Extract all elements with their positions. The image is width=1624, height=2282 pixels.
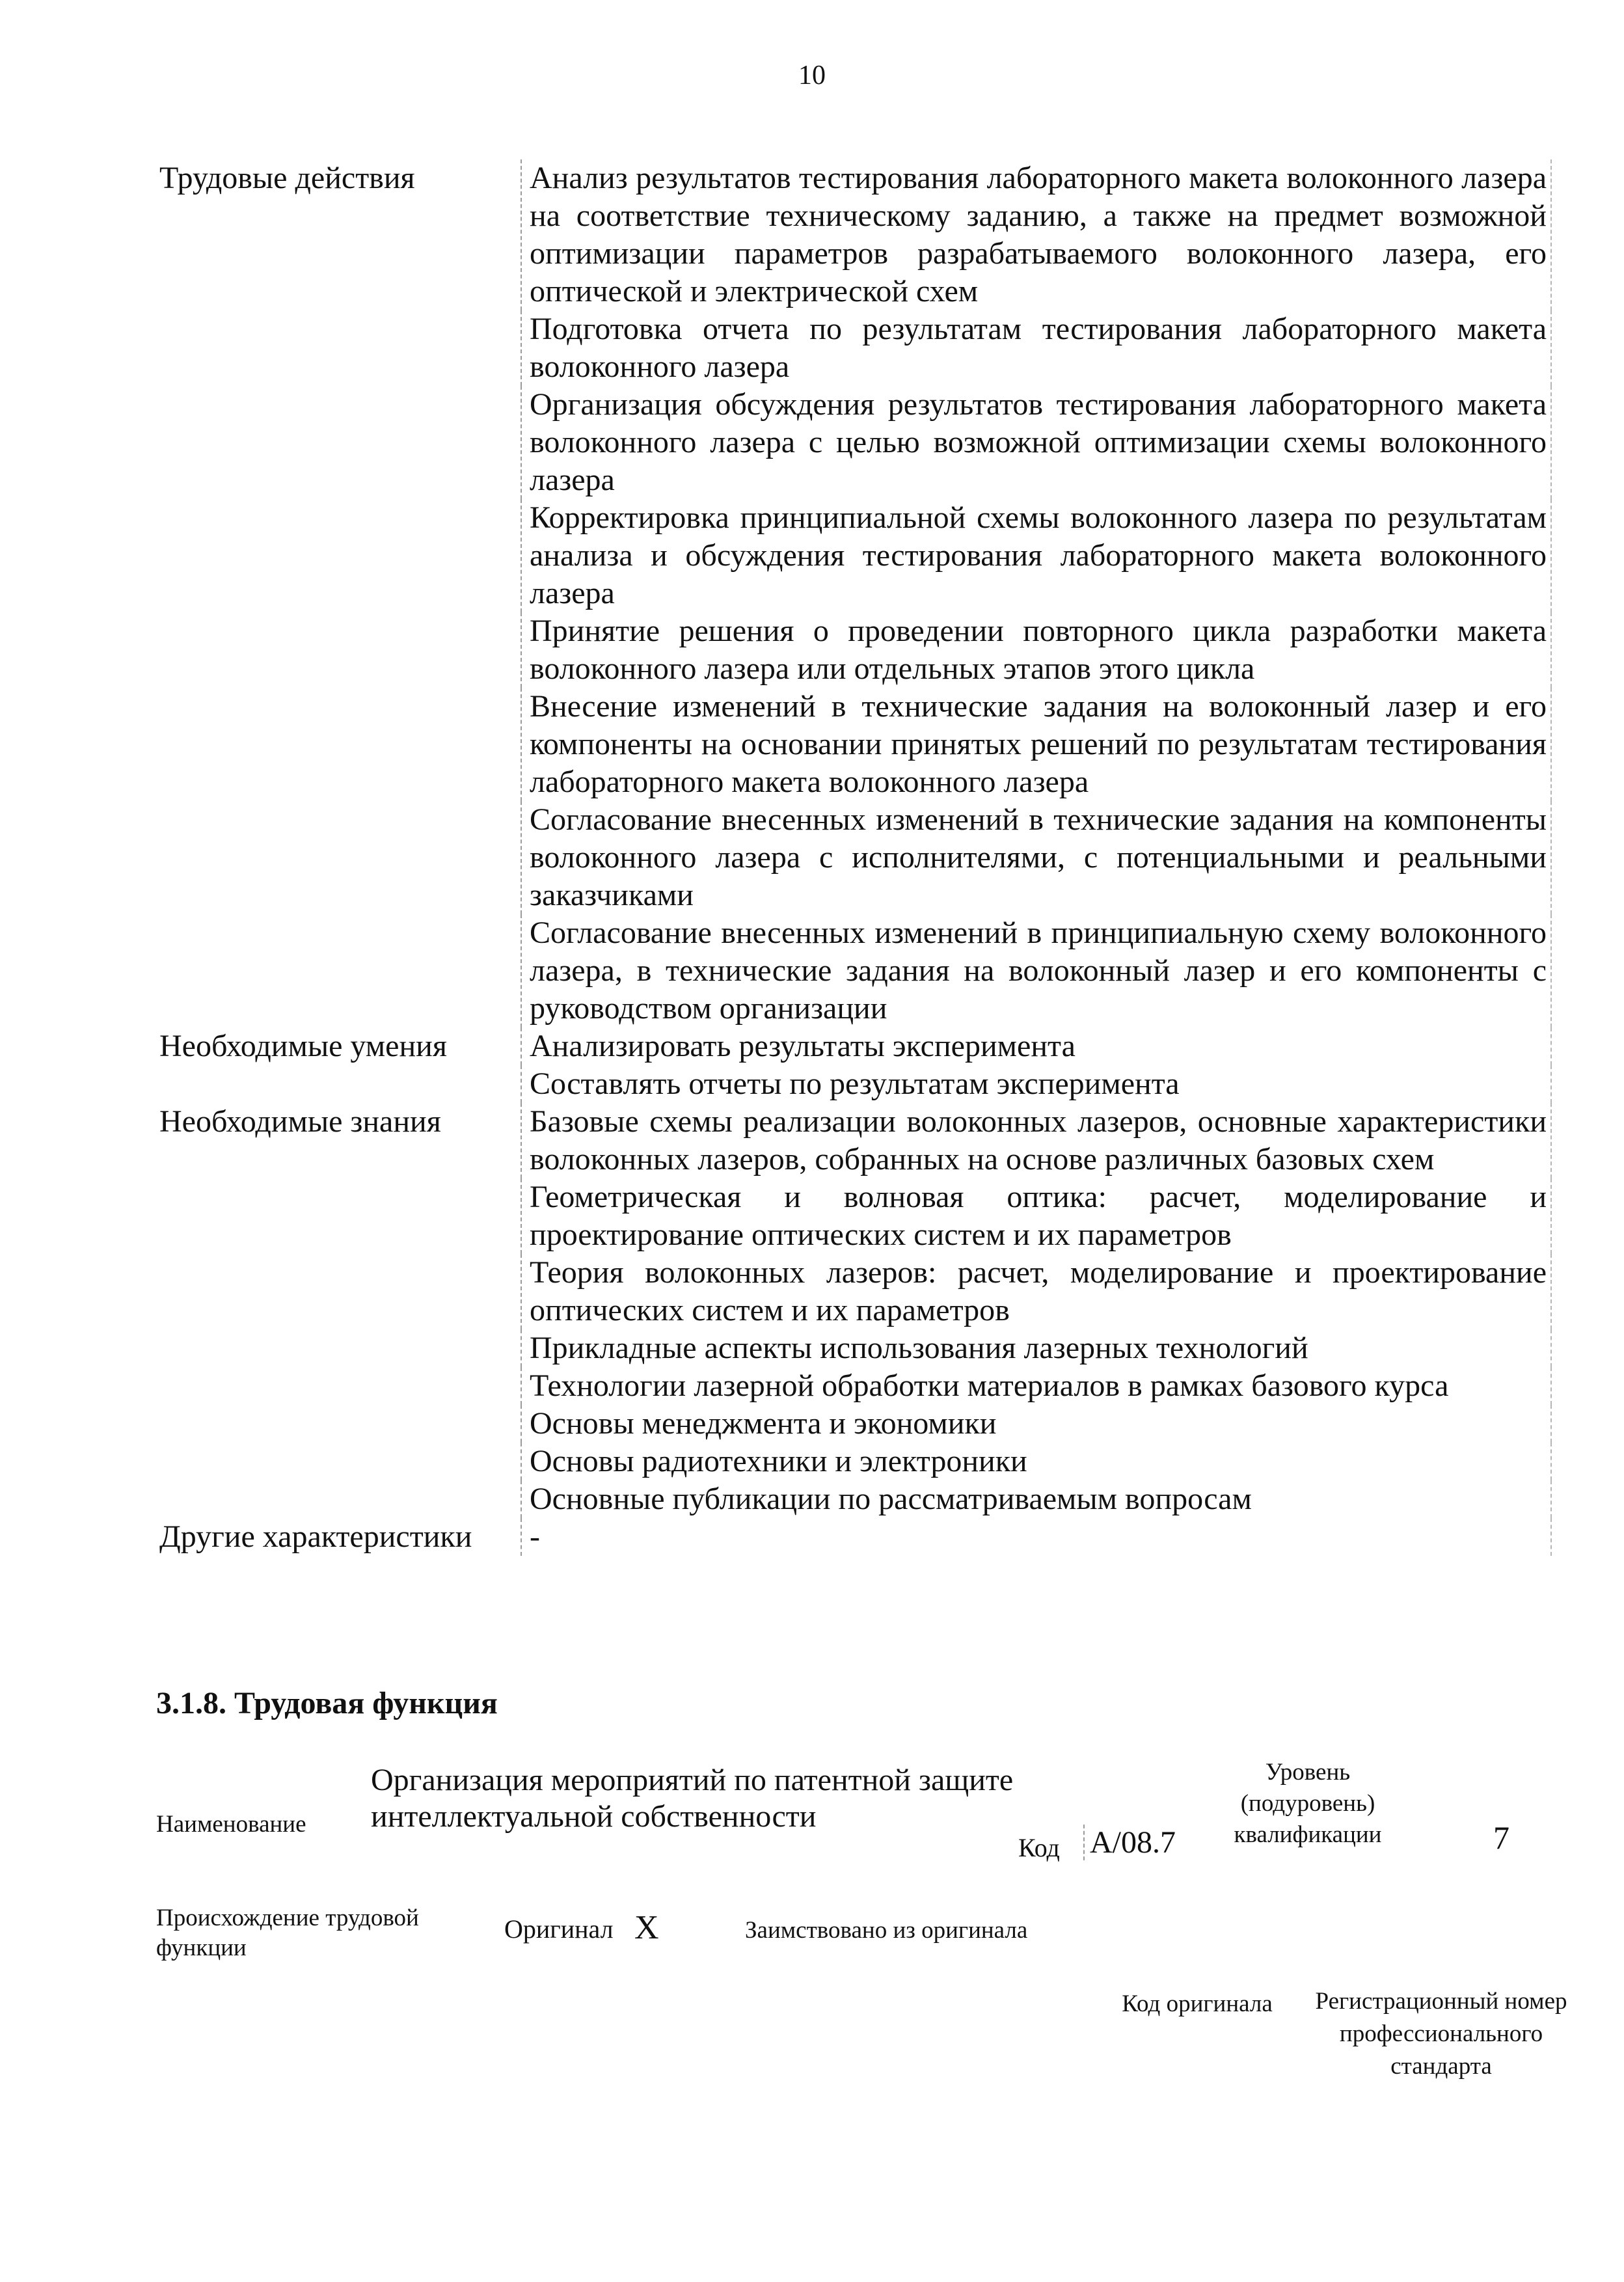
code-label: Код bbox=[1018, 1833, 1060, 1862]
list-item: Составлять отчеты по результатам эксперимента bbox=[521, 1065, 1552, 1103]
list-item: Анализировать результаты эксперимента bbox=[521, 1027, 1552, 1065]
list-item: Принятие решения о проведении повторного цикла разработки макета волоконного лазера или отдельных этапов этого цикла bbox=[521, 612, 1552, 688]
list-item: Теория волоконных лазеров: расчет, моделирование и проектирование оптических систем и их параметров bbox=[521, 1254, 1552, 1329]
labor-function-table bbox=[159, 159, 1552, 1556]
borrowed-label: Заимствовано из оригинала bbox=[745, 1917, 1028, 1944]
row-items bbox=[521, 1103, 1552, 1518]
list-item: Согласование внесенных изменений в технические задания на компоненты волоконного лазера с исполнителями, с потенциальными и реальными заказчиками bbox=[521, 801, 1552, 914]
list-item: Внесение изменений в технические задания на волоконный лазер и его компоненты на основании принятых решений по результатам тестирования лабораторного макета волоконного лазера bbox=[521, 688, 1552, 801]
row-items bbox=[521, 1027, 1552, 1103]
list-item: Базовые схемы реализации волоконных лазеров, основные характеристики волоконных лазеров, собранных на основе различных базовых схем bbox=[521, 1103, 1552, 1178]
reg-number-label: Регистрационный номер профессионального стандарта bbox=[1315, 1988, 1567, 2080]
table-row-required-skills bbox=[159, 1027, 1552, 1103]
list-item: Прикладные аспекты использования лазерных технологий bbox=[521, 1329, 1552, 1367]
list-item: Согласование внесенных изменений в принципиальную схему волоконного лазера, в технические задания на волоконный лазер и его компоненты с руководством организации bbox=[521, 914, 1552, 1027]
table-row-other-characteristics bbox=[159, 1518, 1552, 1556]
function-header bbox=[156, 1757, 1549, 1887]
page-number: 10 bbox=[798, 61, 826, 90]
name-label: Наименование bbox=[156, 1811, 306, 1838]
list-item: Геометрическая и волновая оптика: расчет, моделирование и проектирование оптических систем и их параметров bbox=[521, 1178, 1552, 1254]
original-checkmark: X bbox=[634, 1909, 659, 1946]
original-label: Оригинал bbox=[504, 1914, 614, 1944]
row-label: Необходимые умения bbox=[159, 1029, 447, 1063]
row-label: Трудовые действия bbox=[159, 161, 415, 195]
table-row-required-knowledge bbox=[159, 1103, 1552, 1518]
list-item: - bbox=[521, 1518, 1552, 1556]
code-value: А/08.7 bbox=[1083, 1825, 1176, 1860]
list-item: Анализ результатов тестирования лабораторного макета волоконного лазера на соответствие техническому заданию, а также на предмет возможной оптимизации параметров разрабатываемого волоконного лазера, его оптической и электрической схем bbox=[521, 159, 1552, 310]
list-item: Корректировка принципиальной схемы волоконного лазера по результатам анализа и обсуждения тестирования лабораторного макета волоконного лазера bbox=[521, 499, 1552, 612]
list-item: Основы менеджмента и экономики bbox=[521, 1405, 1552, 1443]
row-items bbox=[521, 159, 1552, 1027]
level-value: 7 bbox=[1493, 1819, 1509, 1856]
list-item: Подготовка отчета по результатам тестирования лабораторного макета волоконного лазера bbox=[521, 310, 1552, 386]
function-origin bbox=[156, 1903, 1567, 2099]
list-item: Технологии лазерной обработки материалов в рамках базового курса bbox=[521, 1367, 1552, 1405]
level-label: Уровень (подуровень) квалификации bbox=[1234, 1759, 1382, 1848]
row-label: Необходимые знания bbox=[159, 1104, 441, 1139]
table-row-labor-actions bbox=[159, 159, 1552, 1027]
code-original-label: Код оригинала bbox=[1122, 1990, 1273, 2017]
origin-label: Происхождение трудовой функции bbox=[156, 1905, 419, 1961]
section-title: 3.1.8. Трудовая функция bbox=[156, 1686, 498, 1720]
list-item: Основы радиотехники и электроники bbox=[521, 1443, 1552, 1480]
function-name: Организация мероприятий по патентной защите интеллектуальной собственности bbox=[371, 1763, 1014, 1834]
row-items bbox=[521, 1518, 1552, 1556]
list-item: Основные публикации по рассматриваемым вопросам bbox=[521, 1480, 1552, 1518]
row-label: Другие характеристики bbox=[159, 1519, 472, 1554]
list-item: Организация обсуждения результатов тестирования лабораторного макета волоконного лазера с целью возможной оптимизации схемы волоконного лазера bbox=[521, 386, 1552, 499]
